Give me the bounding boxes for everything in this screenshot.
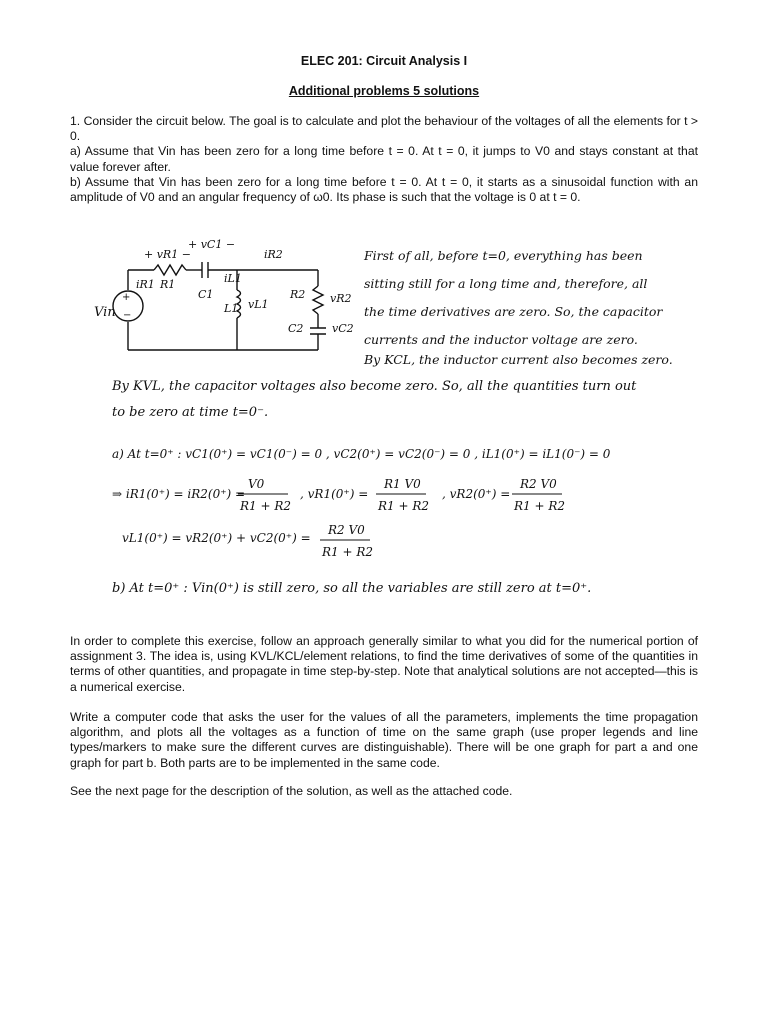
note-line: First of all, before t=0, everything has been bbox=[364, 248, 643, 263]
source-minus-sign: − bbox=[123, 310, 132, 321]
resistor-r2 bbox=[313, 286, 323, 314]
label-vc2: vC2 bbox=[332, 322, 354, 335]
capacitor-c2 bbox=[310, 328, 326, 334]
source-plus-sign: + bbox=[122, 292, 131, 303]
part-a-line-1: a) At t=0⁺ : vC1(0⁺) = vC1(0⁻) = 0 , vC2(0⁺) = vC2(0⁻) = 0 , iL1(0⁺) = iL1(0⁻) = 0 bbox=[112, 447, 611, 461]
fraction-numerator: R2 V0 bbox=[520, 477, 557, 491]
fraction-denominator: R1 + R2 bbox=[514, 499, 566, 513]
instructions-paragraph-3: See the next page for the description of the solution, as well as the attached code. bbox=[70, 784, 513, 798]
label-l1: L1 bbox=[224, 302, 239, 315]
label-vl1: vL1 bbox=[248, 298, 269, 311]
fraction-numerator: R2 V0 bbox=[328, 523, 365, 537]
note-line: currents and the inductor voltage are zero. bbox=[364, 332, 638, 347]
fraction-numerator: V0 bbox=[248, 477, 265, 491]
label-il1: iL1 bbox=[224, 272, 242, 285]
part-b-note bbox=[112, 581, 591, 596]
circuit-diagram bbox=[113, 262, 326, 350]
part-a-line-2-mid: , vR1(0⁺) = bbox=[300, 487, 369, 501]
problem-part-b: b) Assume that Vin has been zero for a long time before t = 0. At t = 0, it starts as a sinusoidal function with an amplitude of V0 and an angular frequency of ω0. Its phase is such that the voltage is 0 at t = 0. bbox=[70, 174, 698, 205]
handwritten-solution bbox=[92, 232, 692, 604]
label-c2: C2 bbox=[288, 322, 304, 335]
label-ir1: iR1 bbox=[136, 278, 155, 291]
label-r1: R1 bbox=[160, 278, 176, 291]
problem-statement bbox=[70, 114, 698, 205]
problem-part-a: a) Assume that Vin has been zero for a long time before t = 0. At t = 0, it jumps to V0 and stays constant at that value forever after. bbox=[70, 144, 698, 174]
intro-notes bbox=[363, 248, 673, 367]
fraction-denominator: R1 + R2 bbox=[378, 499, 430, 513]
capacitor-c1 bbox=[202, 262, 208, 278]
instructions-paragraph-1: In order to complete this exercise, follow an approach generally similar to what you did for the numerical portion of assignment 3. The idea is, using KVL/KCL/element relations, to find the time derivatives of some of the quantities in terms of other quantities, and propagate in time step-by-step. Note that analytical solutions are not accepted—this is a numerical exercise. bbox=[70, 634, 698, 694]
part-a-line-2-end: , vR2(0⁺) = bbox=[442, 487, 511, 501]
resistor-r1 bbox=[154, 265, 186, 275]
note-line: sitting still for a long time and, therefore, all bbox=[364, 276, 648, 291]
kvl-line: to be zero at time t=0⁻. bbox=[112, 405, 269, 420]
fraction-numerator: R1 V0 bbox=[384, 477, 421, 491]
part-a-line-3: vL1(0⁺) = vR2(0⁺) + vC2(0⁺) = bbox=[122, 531, 311, 545]
note-line: the time derivatives are zero. So, the capacitor bbox=[364, 304, 663, 319]
document-title: ELEC 201: Circuit Analysis I bbox=[300, 54, 468, 68]
label-vin: Vin bbox=[94, 305, 116, 320]
document-subtitle: Additional problems 5 solutions bbox=[288, 84, 480, 98]
label-vr1: + vR1 − bbox=[144, 248, 191, 261]
fraction-denominator: R1 + R2 bbox=[322, 545, 374, 559]
fraction-denominator: R1 + R2 bbox=[240, 499, 292, 513]
label-vc1: + vC1 − bbox=[188, 238, 236, 251]
label-c1: C1 bbox=[198, 288, 214, 301]
part-b-line: b) At t=0⁺ : Vin(0⁺) is still zero, so all the variables are still zero at t=0⁺. bbox=[112, 581, 592, 596]
problem-intro: 1. Consider the circuit below. The goal is to calculate and plot the behaviour of the voltages of all the elements for t > 0. bbox=[70, 114, 698, 144]
part-a-line-2-prefix: ⇒ iR1(0⁺) = iR2(0⁺) = bbox=[112, 487, 246, 501]
label-vr2: vR2 bbox=[330, 292, 352, 305]
note-line: By KCL, the inductor current also becomes zero. bbox=[364, 352, 673, 367]
part-a-derivation bbox=[112, 447, 611, 559]
kvl-line: By KVL, the capacitor voltages also become zero. So, all the quantities turn out bbox=[112, 379, 637, 394]
kvl-notes bbox=[111, 379, 637, 420]
label-r2: R2 bbox=[290, 288, 306, 301]
label-ir2: iR2 bbox=[264, 248, 283, 261]
instructions-paragraph-2: Write a computer code that asks the user for the values of all the parameters, implements the time propagation algorithm, and plots all the voltages as a function of time on the same graph (use proper legends and line types/markers to make sure the different curves are distinguishable). There will be one graph for part a and one graph for part b. Both parts are to be implemented in the same code. bbox=[70, 710, 698, 770]
